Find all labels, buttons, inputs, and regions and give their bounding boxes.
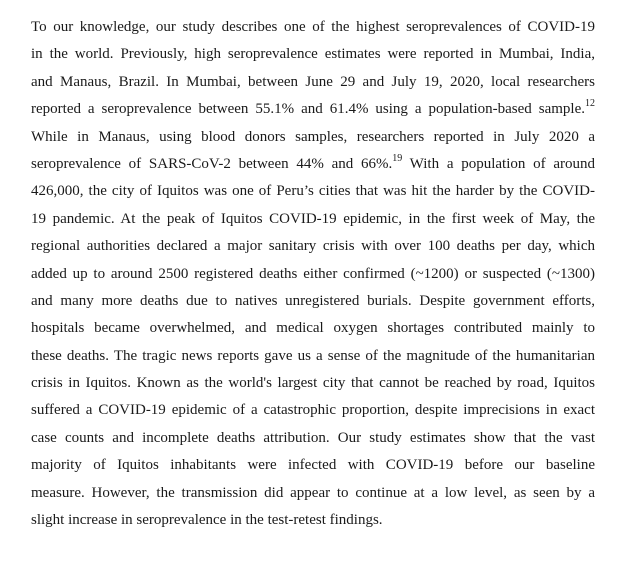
text-line	[31, 233, 595, 260]
citation-superscript: 19	[392, 152, 403, 164]
text-segment: measure. However, the transmission did appear to continue at a low level, as seen by a	[31, 484, 595, 501]
text-segment: 19 pandemic. At the peak of Iquitos COVID-19 epidemic, in the first week of May, the	[31, 210, 595, 227]
text-line	[31, 370, 595, 397]
text-segment: and Manaus, Brazil. In Mumbai, between June 29 and July 19, 2020, local researchers	[31, 73, 595, 90]
text-line	[31, 507, 595, 534]
text-line	[31, 452, 595, 479]
text-line	[31, 261, 595, 288]
text-segment: suffered a COVID-19 epidemic of a catastrophic proportion, despite imprecisions in exact	[31, 402, 595, 419]
text-line	[31, 14, 595, 41]
citation-superscript: 12	[585, 98, 595, 110]
text-segment: majority of Iquitos inhabitants were infected with COVID-19 before our baseline	[31, 457, 595, 474]
text-line	[31, 96, 595, 123]
text-segment: case counts and incomplete deaths attribution. Our study estimates show that the vast	[31, 429, 595, 446]
text-line	[31, 206, 595, 233]
text-segment: added up to around 2500 registered deaths either confirmed (~1200) or suspected (~1300)	[31, 265, 595, 282]
text-segment: With a population of around	[402, 155, 595, 172]
text-segment: 426,000, the city of Iquitos was one of Peru’s cities that was hit the harder by the COVID-	[31, 183, 595, 200]
text-line	[31, 480, 595, 507]
text-line	[31, 124, 595, 151]
text-segment: regional authorities declared a major sanitary crisis with over 100 deaths per day, which	[31, 238, 595, 255]
text-line	[31, 343, 595, 370]
document-body	[31, 14, 595, 534]
text-line	[31, 151, 595, 178]
text-segment: hospitals became overwhelmed, and medical oxygen shortages contributed mainly to	[31, 320, 595, 337]
text-segment: slight increase in seroprevalence in the test-retest findings.	[31, 512, 383, 529]
text-line	[31, 315, 595, 342]
text-segment: seroprevalence of SARS-CoV-2 between 44% and 66%.	[31, 155, 393, 172]
text-segment: To our knowledge, our study describes one of the highest seroprevalences of COVID-19	[31, 19, 595, 35]
text-segment: and many more deaths due to natives unregistered burials. Despite government efforts,	[31, 292, 595, 309]
discussion-paragraph	[31, 14, 595, 534]
text-segment: While in Manaus, using blood donors samples, researchers reported in July 2020 a	[31, 128, 595, 145]
text-line	[31, 397, 595, 424]
text-line	[31, 425, 595, 452]
text-segment: these deaths. The tragic news reports gave us a sense of the magnitude of the humanitarian	[31, 347, 595, 364]
text-segment: crisis in Iquitos. Known as the world's largest city that cannot be reached by road, Iquitos	[31, 375, 595, 392]
text-line	[31, 178, 595, 205]
text-line	[31, 288, 595, 315]
text-segment: reported a seroprevalence between 55.1% and 61.4% using a population-based sample.	[31, 101, 585, 118]
text-line	[31, 41, 595, 68]
text-segment: in the world. Previously, high seroprevalence estimates were reported in Mumbai, India,	[31, 46, 595, 63]
text-line	[31, 69, 595, 96]
